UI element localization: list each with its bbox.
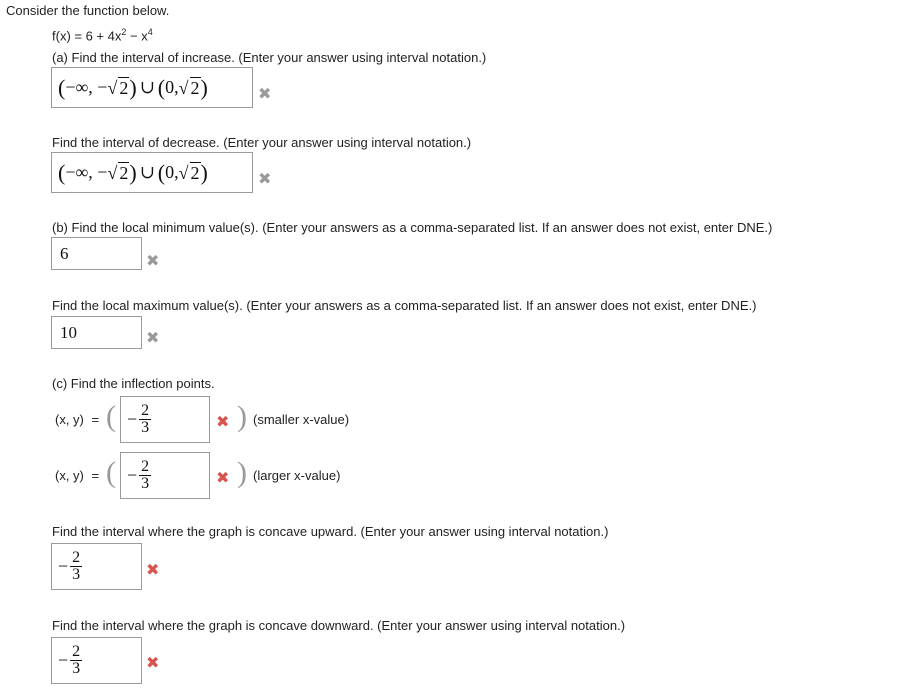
sqrt-expression bbox=[179, 162, 201, 184]
answer-field-inflection-smaller[interactable] bbox=[120, 396, 210, 443]
interval-expression bbox=[58, 75, 208, 101]
fraction bbox=[70, 644, 82, 677]
minus-sign: − bbox=[127, 465, 138, 485]
open-paren: ( bbox=[106, 400, 116, 433]
neg-infinity: −∞, − bbox=[65, 162, 108, 182]
zero-value: 0, bbox=[165, 162, 179, 182]
open-paren: ( bbox=[58, 159, 66, 185]
xy-text: (x, y) bbox=[55, 412, 84, 427]
close-paren: ) bbox=[200, 159, 208, 185]
open-paren: ( bbox=[157, 74, 166, 100]
denominator: 3 bbox=[72, 660, 81, 677]
close-paren: ) bbox=[237, 400, 247, 433]
radicand: 2 bbox=[190, 162, 200, 183]
incorrect-icon: ✖ bbox=[258, 84, 272, 103]
equals-sign: = bbox=[91, 412, 100, 427]
fraction bbox=[139, 403, 151, 436]
fraction-answer bbox=[127, 403, 151, 436]
union-symbol: ∪ bbox=[139, 77, 155, 97]
prompt-interval-decrease: Find the interval of decrease. (Enter your answer using interval notation.) bbox=[52, 135, 472, 150]
incorrect-icon: ✖ bbox=[146, 328, 160, 347]
incorrect-icon: ✖ bbox=[146, 251, 160, 270]
minus-sign: − bbox=[58, 556, 69, 576]
prompt-inflection-points: (c) Find the inflection points. bbox=[52, 376, 215, 391]
answer-field-local-maximum[interactable]: 10 bbox=[51, 316, 142, 349]
function-exp1: 2 bbox=[121, 27, 127, 37]
answer-field-concave-downward[interactable] bbox=[51, 637, 142, 684]
numerator: 2 bbox=[141, 458, 150, 475]
sqrt-symbol: √ bbox=[107, 162, 118, 183]
open-paren: ( bbox=[58, 74, 66, 100]
sqrt-expression bbox=[179, 77, 201, 99]
prompt-concave-upward: Find the interval where the graph is concave upward. (Enter your answer using interval notation.) bbox=[52, 524, 609, 539]
function-definition bbox=[52, 27, 153, 43]
incorrect-icon: ✖ bbox=[258, 169, 272, 188]
incorrect-icon: ✖ bbox=[146, 653, 160, 672]
denominator: 3 bbox=[141, 419, 150, 436]
incorrect-icon: ✖ bbox=[216, 412, 230, 431]
interval-expression bbox=[58, 160, 208, 186]
function-prefix: f(x) = 6 + 4x bbox=[52, 28, 122, 44]
close-paren: ) bbox=[237, 456, 247, 489]
denominator: 3 bbox=[141, 475, 150, 492]
open-paren: ( bbox=[106, 456, 116, 489]
numerator: 2 bbox=[141, 402, 150, 419]
fraction-answer bbox=[127, 459, 151, 492]
incorrect-icon: ✖ bbox=[216, 468, 230, 487]
equals-sign: = bbox=[91, 468, 100, 483]
radicand: 2 bbox=[190, 77, 200, 98]
sqrt-symbol: √ bbox=[178, 77, 189, 98]
open-paren: ( bbox=[157, 159, 166, 185]
answer-field-increase[interactable] bbox=[51, 67, 253, 108]
larger-x-note: (larger x-value) bbox=[253, 468, 341, 483]
sqrt-expression bbox=[107, 77, 129, 99]
minus-sign: − bbox=[127, 409, 138, 429]
sqrt-symbol: √ bbox=[107, 77, 118, 98]
fraction-answer bbox=[58, 550, 82, 583]
function-exp2: 4 bbox=[147, 27, 153, 37]
neg-infinity: −∞, − bbox=[65, 77, 108, 97]
xy-label bbox=[55, 412, 99, 427]
close-paren: ) bbox=[200, 74, 208, 100]
denominator: 3 bbox=[72, 566, 81, 583]
radicand: 2 bbox=[119, 77, 129, 98]
prompt-local-minimum: (b) Find the local minimum value(s). (Enter your answers as a comma-separated list. If an answer does not exist, enter DNE.) bbox=[52, 220, 773, 235]
answer-field-inflection-larger[interactable] bbox=[120, 452, 210, 499]
numerator: 2 bbox=[72, 643, 81, 660]
zero-value: 0, bbox=[165, 77, 179, 97]
close-paren: ) bbox=[129, 74, 137, 100]
function-minus: − x bbox=[126, 28, 148, 44]
xy-label bbox=[55, 468, 99, 483]
sqrt-expression bbox=[107, 162, 129, 184]
fraction bbox=[70, 550, 82, 583]
numerator: 2 bbox=[72, 549, 81, 566]
intro-text: Consider the function below. bbox=[6, 3, 170, 18]
answer-field-concave-upward[interactable] bbox=[51, 543, 142, 590]
xy-text: (x, y) bbox=[55, 468, 84, 483]
sqrt-symbol: √ bbox=[178, 162, 189, 183]
incorrect-icon: ✖ bbox=[146, 560, 160, 579]
union-symbol: ∪ bbox=[139, 162, 155, 182]
close-paren: ) bbox=[129, 159, 137, 185]
prompt-interval-increase: (a) Find the interval of increase. (Enter your answer using interval notation.) bbox=[52, 50, 487, 65]
smaller-x-note: (smaller x-value) bbox=[253, 412, 350, 427]
prompt-concave-downward: Find the interval where the graph is concave downward. (Enter your answer using interval notation.) bbox=[52, 618, 626, 633]
prompt-local-maximum: Find the local maximum value(s). (Enter your answers as a comma-separated list. If an answer does not exist, enter DNE.) bbox=[52, 298, 757, 313]
fraction bbox=[139, 459, 151, 492]
answer-field-local-minimum[interactable]: 6 bbox=[51, 237, 142, 270]
answer-field-decrease[interactable] bbox=[51, 152, 253, 193]
minus-sign: − bbox=[58, 650, 69, 670]
radicand: 2 bbox=[119, 162, 129, 183]
fraction-answer bbox=[58, 644, 82, 677]
